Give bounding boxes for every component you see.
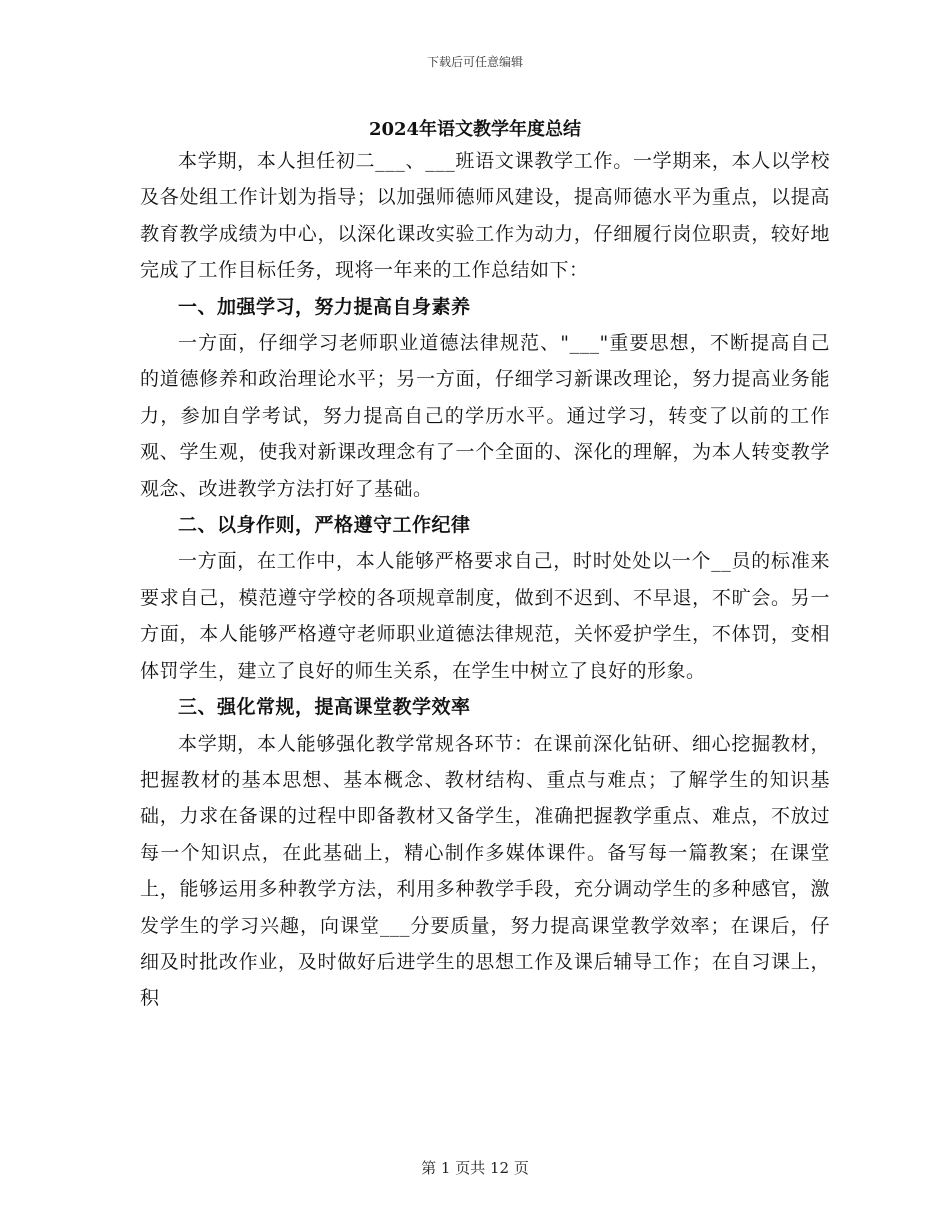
section-2-heading: 二、以身作则，严格遵守工作纪律	[178, 514, 471, 537]
document-title: 2024年语文教学年度总结	[368, 119, 582, 140]
section-1-paragraph: 一方面，仔细学习老师职业道德法律规范、"___"重要思想，不断提高自己的道德修养和政治理论水平；另一方面，仔细学习新课改理论，努力提高业务能力，参加自学考试，努力提高自己的学历水平。通过学习，转变了以前的工作观、学生观，使我对新课改理念有了一个全面的、深化的理解，为本人转变教学观念、改进教学方法打好了基础。	[140, 332, 830, 500]
page-number-footer: 第 1 页共 12 页	[421, 1159, 529, 1177]
section-1-heading: 一、加强学习，努力提高自身素养	[178, 295, 471, 318]
section-3-paragraph: 本学期，本人能够强化教学常规各环节：在课前深化钻研、细心挖掘教材，把握教材的基本思想、基本概念、教材结构、重点与难点；了解学生的知识基础，力求在备课的过程中即备教材又备学生，准确把握教学重点、难点，不放过每一个知识点，在此基础上，精心制作多媒体课件。备写每一篇教案；在课堂上，能够运用多种教学方法，利用多种教学手段，充分调动学生的多种感官，激发学生的学习兴趣，向课堂___分要质量，努力提高课堂教学效率；在课后，仔细及时批改作业，及时做好后进学生的思想工作及课后辅导工作；在自习课上，积	[140, 732, 830, 1010]
document-body	[140, 143, 830, 1017]
section-3-heading: 三、强化常规，提高课堂教学效率	[178, 696, 471, 719]
page-header-note: 下载后可任意编辑	[426, 55, 523, 69]
intro-paragraph: 本学期，本人担任初二___、___班语文课教学工作。一学期来，本人以学校及各处组工作计划为指导；以加强师德师风建设，提高师德水平为重点，以提高教育教学成绩为中心，以深化课改实验工作为动力，仔细履行岗位职责，较好地完成了工作目标任务，现将一年来的工作总结如下：	[140, 150, 830, 282]
section-2-paragraph: 一方面，在工作中，本人能够严格要求自己，时时处处以一个__员的标准来要求自己，模范遵守学校的各项规章制度，做到不迟到、不早退，不旷会。另一方面，本人能够严格遵守老师职业道德法律规范，关怀爱护学生，不体罚，变相体罚学生，建立了良好的师生关系，在学生中树立了良好的形象。	[140, 550, 830, 682]
